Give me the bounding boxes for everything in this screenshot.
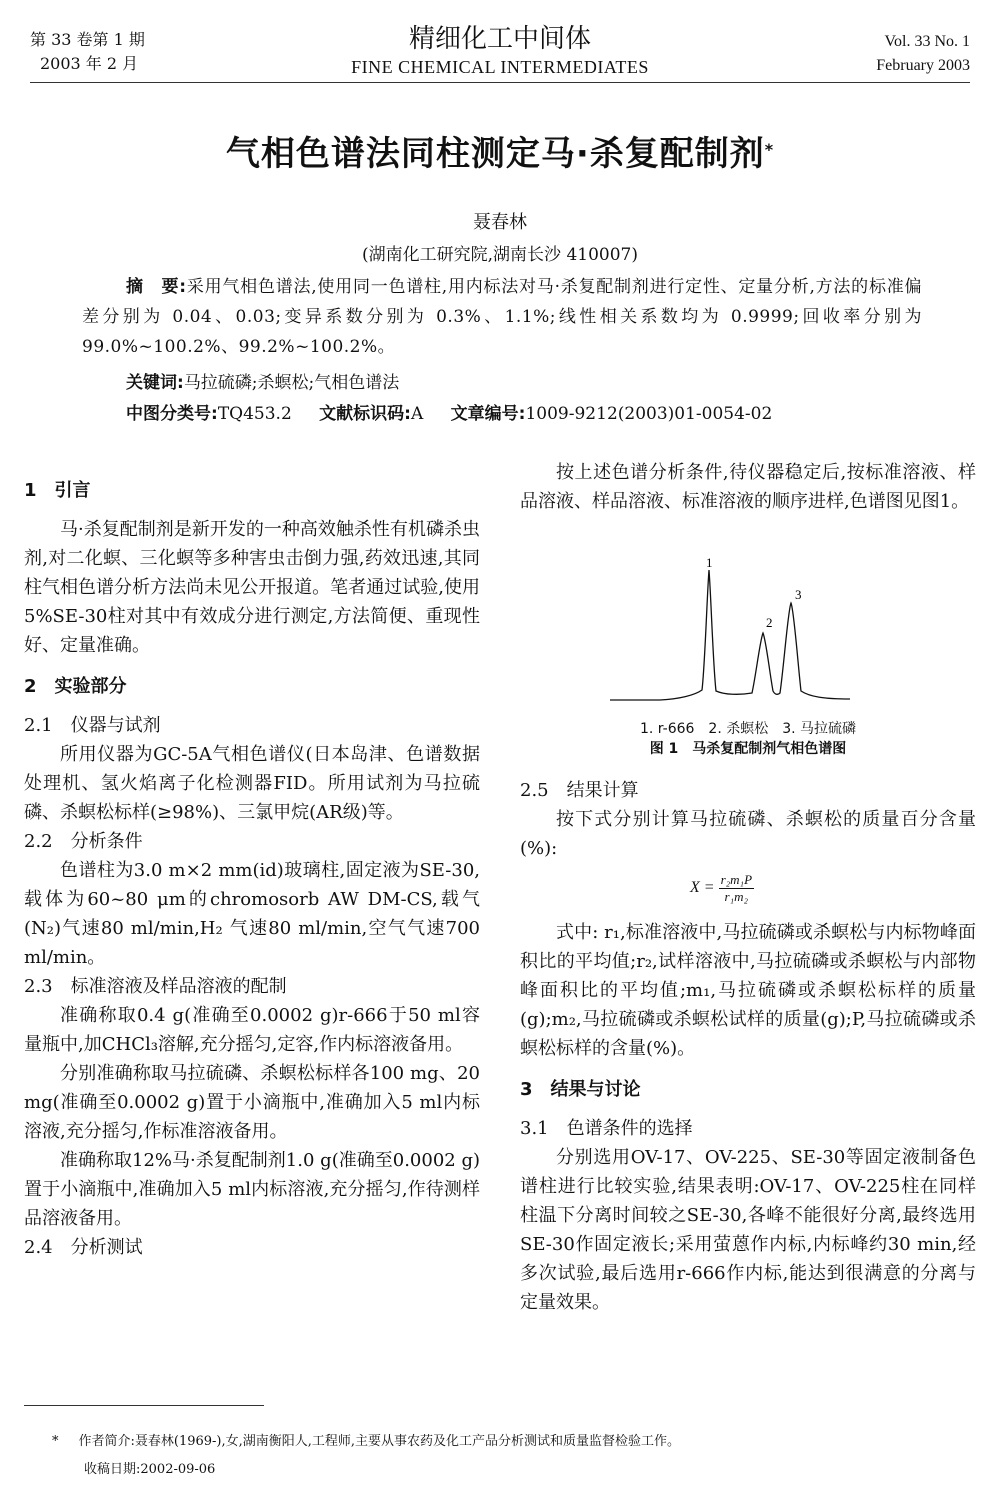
paragraph: 分别准确称取马拉硫磷、杀螟松标样各100 mg、20 mg(准确至0.0002 g)置于小滴瓶中,准确加入5 ml内标溶液,充分摇匀,作标准溶液备用。 xyxy=(24,1063,480,1142)
issue-info-en xyxy=(876,30,970,78)
header-rule xyxy=(30,82,970,83)
paragraph: 分别选用OV-17、OV-225、SE-30等固定液制备色谱柱进行比较实验,结果表明:OV-17、OV-225柱在同样柱温下分离时间较之SE-30,各峰不能很好分离,最终选用SE-30作固定液长;采用萤蒽作内标,内标峰约30 min,经多次试验,最后选用r-666作内标,能达到很满意的分离与定量效果。 xyxy=(520,1147,976,1313)
right-column-top xyxy=(520,458,976,516)
author-note xyxy=(52,1430,680,1449)
doc-code-value: A xyxy=(410,404,424,424)
section-heading: 2.4 分析测试 xyxy=(24,1237,143,1258)
paragraph: 所用仪器为GC-5A气相色谱仪(日本岛津、色谱数据处理机、氢火焰离子化检测器FID。所用试剂为马拉硫磷、杀螟松标样(≥98%)、三氯甲烷(AR级)等。 xyxy=(24,744,480,823)
section-heading: 1 引言 xyxy=(24,480,91,501)
clc-label: 中图分类号: xyxy=(126,404,218,424)
issue-info xyxy=(30,28,145,76)
peak-label-1: 1 xyxy=(706,555,713,570)
section-heading: 2.1 仪器与试剂 xyxy=(24,715,161,736)
paragraph: 按下式分别计算马拉硫磷、杀螟松的质量百分含量(%): xyxy=(520,809,976,859)
paragraph: 准确称取12%马·杀复配制剂1.0 g(准确至0.0002 g)置于小滴瓶中,准确加入5 ml内标溶液,充分摇匀,作待测样品溶液备用。 xyxy=(24,1150,480,1229)
right-column-bottom xyxy=(520,918,976,1317)
footnote-mark: * xyxy=(52,1434,59,1449)
peak-label-3: 3 xyxy=(795,587,802,602)
right-column-mid xyxy=(520,776,976,863)
formula-denominator: r₁m₂ xyxy=(724,889,749,904)
affiliation: (湖南化工研究院,湖南长沙 410007) xyxy=(362,245,638,265)
date-cn: 2003 年 2 月 xyxy=(40,54,139,73)
paragraph: 色谱柱为3.0 m×2 mm(id)玻璃柱,固定液为SE-30,载体为60~80 μm的chromosorb AW DM-CS,载气(N₂)气速80 ml/min,H₂ 气速80 ml/min,空气气速700 ml/min。 xyxy=(24,860,480,968)
formula-numerator: r₂m₁P xyxy=(720,872,753,887)
section-heading: 3.1 色谱条件的选择 xyxy=(520,1118,693,1139)
figure-caption: 图 1 马杀复配制剂气相色谱图 xyxy=(649,741,847,757)
journal-name-en: FINE CHEMICAL INTERMEDIATES xyxy=(351,57,649,77)
formula-fraction xyxy=(719,872,754,905)
section-heading: 3 结果与讨论 xyxy=(520,1079,641,1100)
classification-line xyxy=(126,399,772,429)
section-heading: 2.5 结果计算 xyxy=(520,780,639,801)
keywords-label: 关键词: xyxy=(126,373,184,393)
volume-cn: 第 33 卷第 1 期 xyxy=(30,30,145,49)
article-id-value: 1009-9212(2003)01-0054-02 xyxy=(525,404,773,424)
journal-name xyxy=(300,22,700,78)
chromatogram-trace xyxy=(610,570,850,700)
section-heading: 2 实验部分 xyxy=(24,676,127,697)
author: 聂春林 xyxy=(473,212,527,233)
left-column xyxy=(24,476,480,1262)
clc-value: TQ453.2 xyxy=(217,404,292,424)
author-note-text: 作者简介:聂春林(1969-),女,湖南衡阳人,工程师,主要从事农药及化工产品分析测试和质量监督检验工作。 xyxy=(78,1434,681,1449)
peak-label-2: 2 xyxy=(766,615,773,630)
received-date: 收稿日期:2002-09-06 xyxy=(84,1462,216,1477)
figure-legend: 1. r-666 2. 杀螟松 3. 马拉硫磷 xyxy=(639,721,857,737)
footnote-rule xyxy=(24,1405,264,1406)
title-footnote-mark: * xyxy=(764,140,775,159)
paragraph: 马·杀复配制剂是新开发的一种高效触杀性有机磷杀虫剂,对二化螟、三化螟等多种害虫击倒力强,药效迅速,其同柱气相色谱分析方法尚未见公开报道。笔者通过试验,使用5%SE-30柱对其中有效成分进行测定,方法简便、重现性好、定量准确。 xyxy=(24,519,480,656)
section-heading: 2.3 标准溶液及样品溶液的配制 xyxy=(24,976,287,997)
abstract-text: 采用气相色谱法,使用同一色谱柱,用内标法对马·杀复配制剂进行定性、定量分析,方法的标准偏差分别为 0.04、0.03;变异系数分别为 0.3%、1.1%;线性相关系数均为 0.9999;回收率分别为 99.0%~100.2%、99.2%~100.2%。 xyxy=(82,277,922,357)
paragraph: 准确称取0.4 g(准确至0.0002 g)r-666于50 ml容量瓶中,加CHCl₃溶解,充分摇匀,定容,作内标溶液备用。 xyxy=(24,1005,480,1055)
volume-en: Vol. 33 No. 1 xyxy=(884,33,970,50)
paragraph: 式中: r₁,标准溶液中,马拉硫磷或杀螟松与内标物峰面积比的平均值;r₂,试样溶液中,马拉硫磷或杀螟松与内部物峰面积比的平均值;m₁,马拉硫磷或杀螟松标样的质量(g);m₂,马拉硫磷或杀螟松试样的质量(g);P,马拉硫磷或杀螟松标样的含量(%)。 xyxy=(520,922,976,1059)
date-en: February 2003 xyxy=(876,57,970,74)
keywords-text: 马拉硫磷;杀螟松;气相色谱法 xyxy=(183,373,400,393)
abstract-label: 摘 要: xyxy=(126,277,187,297)
formula-lhs: X = xyxy=(690,879,715,897)
formula xyxy=(690,872,754,905)
doc-code-label: 文献标识码: xyxy=(319,404,411,424)
abstract xyxy=(82,272,922,362)
paragraph: 按上述色谱分析条件,待仪器稳定后,按标准溶液、样品溶液、样品溶液、标准溶液的顺序进样,色谱图见图1。 xyxy=(520,462,976,512)
section-heading: 2.2 分析条件 xyxy=(24,831,143,852)
keywords xyxy=(126,368,399,398)
paper-title: 气相色谱法同柱测定马·杀复配制剂* xyxy=(225,134,775,174)
chromatogram-figure xyxy=(600,555,900,715)
journal-name-cn: 精细化工中间体 xyxy=(408,24,591,54)
article-id-label: 文章编号: xyxy=(450,404,526,424)
